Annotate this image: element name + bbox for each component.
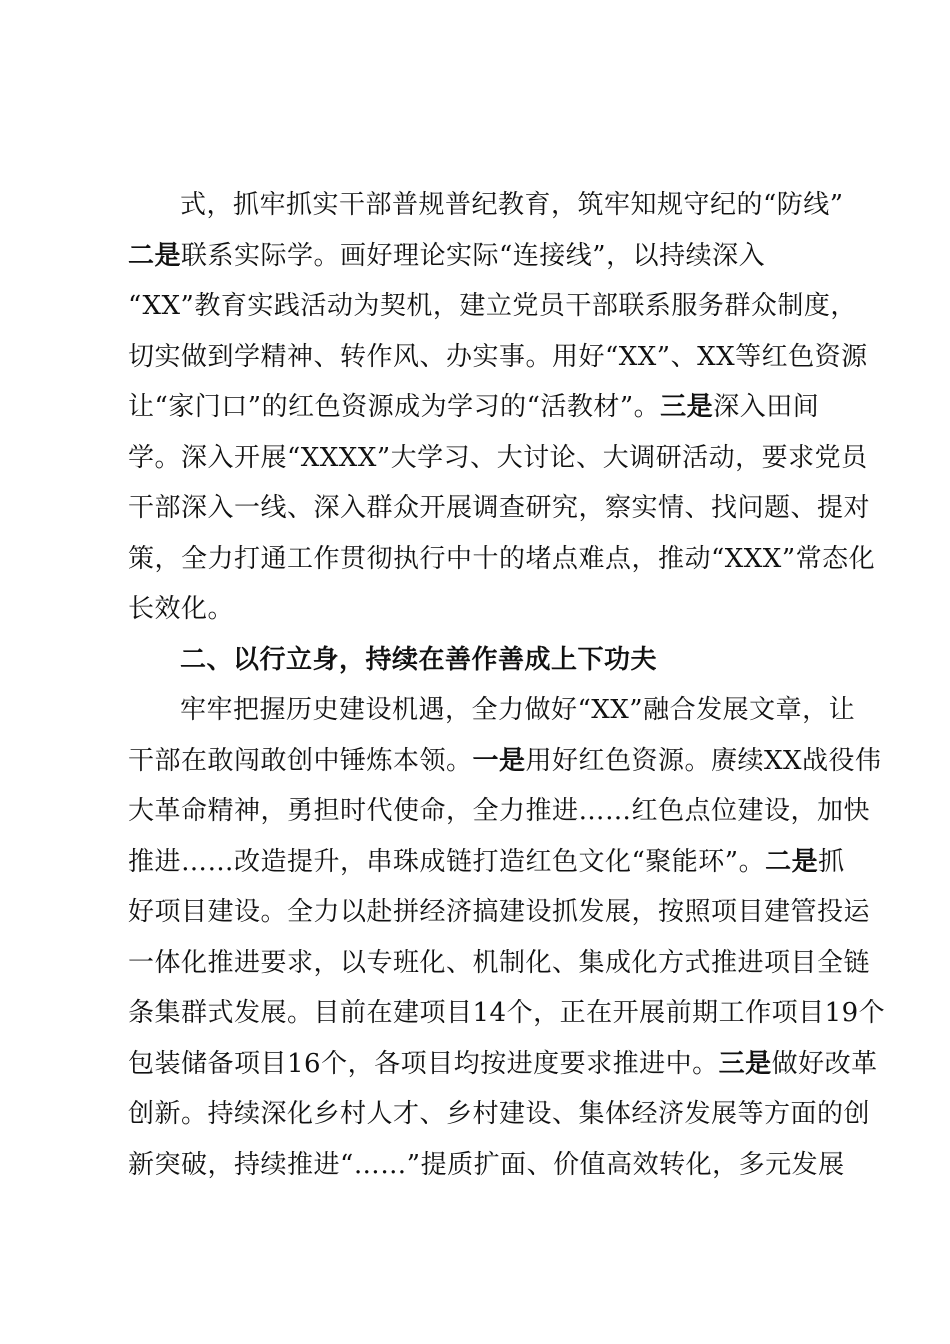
text-run: 做好改革 — [771, 1048, 878, 1079]
text-run: 学。深入开展“XXXX”大学习、大讨论、大调研活动，要求党员 — [128, 442, 868, 473]
bold-text-run: 一是 — [472, 745, 526, 776]
text-run: 推进……改造提升，串珠成链打造红色文化“聚能环”。 — [128, 846, 766, 877]
text-run: 联系实际学。画好理论实际“连接线”，以持续深入 — [181, 240, 766, 271]
text-line — [128, 180, 858, 231]
text-run: 让“家门口”的红色资源成为学习的“活教材”。 — [128, 392, 661, 422]
text-run: 包装储备项目16个，各项目均按进度要求推进中。 — [128, 1048, 719, 1079]
text-run: 干部深入一线、深入群众开展调查研究，察实情、找问题、提对 — [128, 493, 871, 523]
text-line — [128, 736, 882, 787]
text-run: 创新。持续深化乡村人才、乡村建设、集体经济发展等方面的创 — [128, 1099, 871, 1129]
text-run: 式，抓牢抓实干部普规普纪教育，筑牢知规守纪的“防线” — [180, 190, 844, 220]
text-line — [128, 1140, 858, 1191]
text-run: 干部在敢闯敢创中锤炼本领。 — [128, 745, 473, 776]
text-run: 一体化推进要求，以专班化、机制化、集成化方式推进项目全链 — [128, 947, 871, 978]
text-line — [128, 433, 868, 484]
text-line — [128, 584, 858, 635]
text-line — [128, 887, 871, 938]
text-line — [128, 281, 858, 332]
text-run: 策，全力打通工作贯彻执行中十的堵点难点，推动“XXX”常态化 — [128, 543, 876, 574]
bold-text-run: 二是 — [765, 846, 819, 877]
text-run: 新突破，持续推进“……”提质扩面、价值高效转化，多元发展 — [128, 1149, 845, 1180]
text-run: 条集群式发展。目前在建项目14个，正在开展前期工作项目19个 — [128, 998, 886, 1028]
text-run: “XX”教育实践活动为契机，建立党员干部联系服务群众制度， — [128, 291, 857, 321]
text-line — [128, 231, 858, 282]
text-run: 大革命精神，勇担时代使命，全力推进……红色点位建设，加快 — [128, 796, 871, 826]
text-line — [128, 1089, 871, 1140]
text-line — [128, 1039, 878, 1090]
text-run: 切实做到学精神、转作风、办实事。用好“XX”、XX等红色资源 — [128, 341, 868, 372]
text-line — [128, 382, 858, 433]
text-run: 深入田间 — [713, 392, 820, 422]
text-line — [128, 837, 858, 888]
text-line — [128, 786, 871, 837]
document-body — [128, 180, 886, 1190]
text-run: 抓 — [818, 846, 845, 877]
text-line — [128, 685, 858, 736]
text-run: 牢牢把握历史建设机遇，全力做好“XX”融合发展文章，让 — [180, 695, 856, 725]
bold-text-run: 二、以行立身，持续在善作善成上下功夫 — [180, 644, 658, 675]
text-line — [128, 534, 876, 585]
text-run: 好项目建设。全力以赴拼经济搞建设抓发展，按照项目建管投运 — [128, 897, 871, 927]
bold-text-run: 三是 — [660, 392, 714, 422]
text-run: 用好红色资源。赓续XX战役伟 — [525, 745, 882, 776]
text-line — [128, 483, 871, 534]
bold-text-run: 二是 — [128, 240, 182, 271]
text-line — [128, 988, 886, 1039]
text-line — [128, 332, 868, 383]
bold-text-run: 三是 — [718, 1048, 772, 1079]
section-heading — [128, 635, 858, 686]
text-line — [128, 938, 871, 989]
text-run: 长效化。 — [128, 594, 235, 624]
